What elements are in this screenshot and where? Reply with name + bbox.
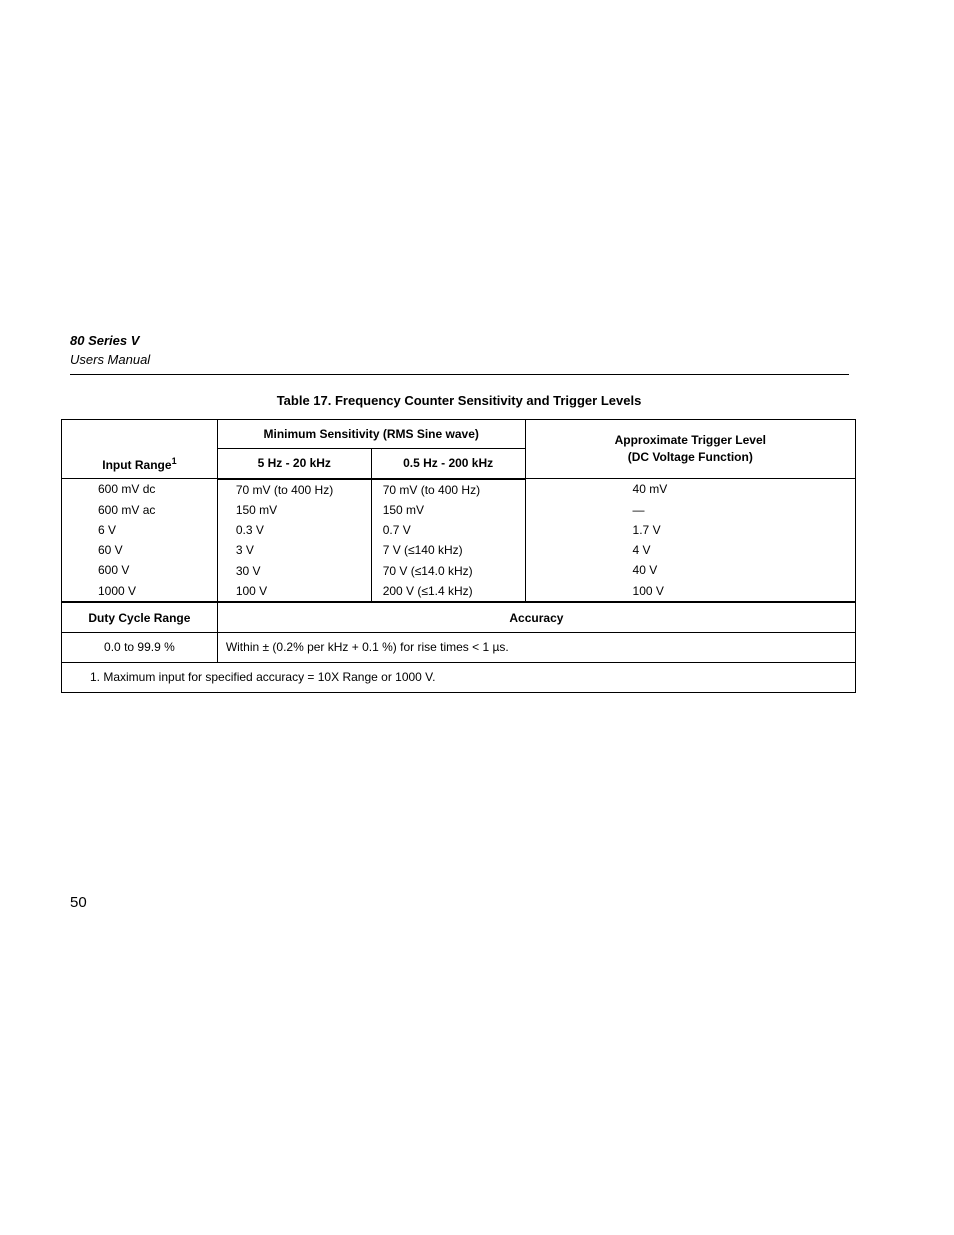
input-range-header-label: Input Range bbox=[102, 458, 172, 472]
range-cell: 600 mV ac bbox=[98, 502, 156, 517]
manual-series-title: 80 Series V bbox=[70, 333, 140, 348]
manual-subtitle: Users Manual bbox=[70, 352, 151, 367]
table-caption: Table 17. Frequency Counter Sensitivity and Trigger Levels bbox=[276, 393, 642, 408]
sensitivity-low-cell: 0.3 V bbox=[235, 523, 264, 538]
sensitivity-high-cell: 0.7 V bbox=[382, 523, 411, 538]
sensitivity-low-cell: 3 V bbox=[235, 543, 254, 558]
range-cell: 6 V bbox=[98, 522, 117, 537]
range-cell: 600 mV dc bbox=[98, 482, 156, 497]
data-row bbox=[62, 479, 856, 603]
band-high-column bbox=[371, 479, 525, 603]
trigger-cell: — bbox=[632, 502, 645, 517]
trigger-cell: 40 mV bbox=[632, 482, 668, 497]
sensitivity-high-cell: 70 mV (to 400 Hz) bbox=[382, 482, 481, 497]
sensitivity-high-cell: 200 V (≤1.4 kHz) bbox=[382, 583, 473, 598]
accuracy-header: Accuracy bbox=[217, 602, 855, 632]
footnote-marker: 1 bbox=[171, 456, 177, 466]
frequency-counter-table bbox=[61, 419, 856, 693]
range-cell: 600 V bbox=[98, 563, 130, 578]
range-cell: 1000 V bbox=[98, 583, 137, 598]
trigger-level-header bbox=[525, 420, 855, 479]
table-footnote: 1. Maximum input for specified accuracy = 10X Range or 1000 V. bbox=[62, 662, 856, 692]
duty-cycle-header-row bbox=[62, 602, 856, 632]
accuracy-cell: Within ± (0.2% per kHz + 0.1 %) for rise times < 1 µs. bbox=[217, 632, 855, 662]
trigger-cell: 40 V bbox=[632, 563, 658, 578]
sensitivity-high-cell: 70 V (≤14.0 kHz) bbox=[382, 563, 473, 578]
input-range-column bbox=[62, 479, 218, 603]
header-row-1 bbox=[62, 420, 856, 449]
range-cell: 60 V bbox=[98, 543, 123, 558]
trigger-level-column bbox=[525, 479, 855, 603]
sensitivity-low-cell: 100 V bbox=[235, 583, 268, 598]
sensitivity-low-cell: 30 V bbox=[235, 563, 261, 578]
footnote-row bbox=[62, 662, 856, 692]
trigger-level-header-line1: Approximate Trigger Level bbox=[614, 433, 766, 447]
duty-cycle-row bbox=[62, 632, 856, 662]
page-number: 50 bbox=[70, 894, 87, 911]
trigger-cell: 100 V bbox=[632, 583, 664, 598]
sensitivity-low-cell: 150 mV bbox=[235, 502, 278, 517]
band-low-column bbox=[217, 479, 371, 603]
min-sensitivity-header: Minimum Sensitivity (RMS Sine wave) bbox=[217, 420, 525, 449]
trigger-level-header-line2: (DC Voltage Function) bbox=[627, 450, 753, 464]
duty-cycle-range-cell: 0.0 to 99.9 % bbox=[62, 632, 218, 662]
sensitivity-low-cell: 70 mV (to 400 Hz) bbox=[235, 482, 334, 497]
duty-cycle-range-header: Duty Cycle Range bbox=[62, 602, 218, 632]
trigger-cell: 4 V bbox=[632, 543, 651, 558]
band-low-header: 5 Hz - 20 kHz bbox=[217, 449, 371, 479]
sensitivity-high-cell: 150 mV bbox=[382, 502, 425, 517]
header-rule bbox=[70, 374, 849, 375]
band-high-header: 0.5 Hz - 200 kHz bbox=[371, 449, 525, 479]
input-range-header bbox=[62, 420, 218, 479]
sensitivity-high-cell: 7 V (≤140 kHz) bbox=[382, 543, 463, 558]
trigger-cell: 1.7 V bbox=[632, 522, 661, 537]
